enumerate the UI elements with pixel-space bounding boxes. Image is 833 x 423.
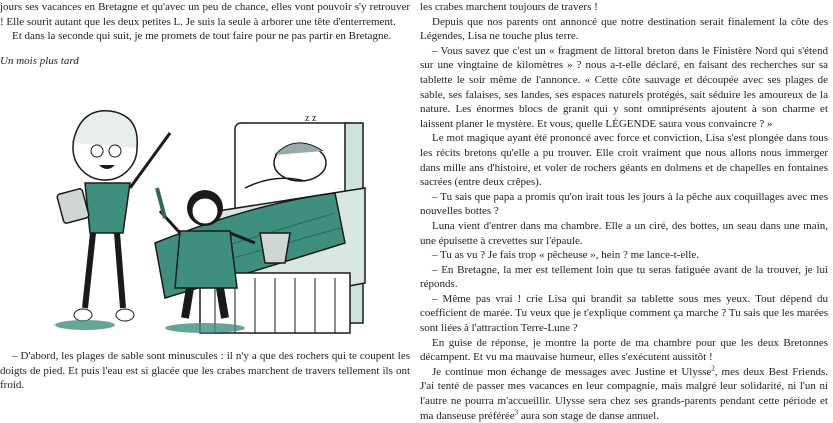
right-paragraph-9: – Même pas vrai ! crie Lisa qui brandit sa tablette sous mes yeux. Tout dépend du coefficient de marée. Tu veux que je t'explique comment ça marche ? Tu sais que les marées sont liées à l'attraction Terre-Lune ?	[420, 292, 828, 335]
right-column	[420, 0, 828, 423]
right-paragraph-11	[420, 365, 828, 423]
right-paragraph-2: Depuis que nos parents ont annoncé que notre destination serait finalement la côte des Légendes, Lisa ne touche plus terre.	[420, 15, 828, 43]
right-paragraph-10: En guise de réponse, je montre la porte de ma chambre pour que les deux Bretonnes décampent. Et vu ma mauvaise humeur, elles s'exécutent aussitôt !	[420, 336, 828, 364]
right-paragraph-6: Luna vient d'entrer dans ma chambre. Elle a un ciré, des bottes, un seau dans une main, une épuisette à crevettes sur l'épaule.	[420, 219, 828, 247]
illustration	[5, 93, 400, 343]
p11-part-c: aura son stage de danse annuel.	[518, 409, 659, 422]
right-paragraph-7: – Tu as vu ? Je fais trop « pêcheuse », hein ? me lance-t-elle.	[432, 249, 699, 262]
footnote-3: 3	[514, 407, 519, 416]
right-paragraph-4: Le mot magique ayant été prononcé avec force et conviction, Lisa s'est plongée dans tous les récits bretons qu'elle a pu trouver. Elle croit vraiment que nous allons nous immerger dans mille ans d'histoire, et voler de rochers géants en dolmens et de chapelles en fontaines sacrées (entre deux crêpes).	[420, 132, 828, 189]
right-paragraph-5: – Tu sais que papa a promis qu'on irait tous les jours à la pêche aux coquillages avec mes nouvelles bottes ?	[420, 190, 828, 218]
right-paragraph-8: – En Bretagne, la mer est tellement loin que tu seras fatiguée avant de la trouver, je lui réponds.	[420, 263, 828, 291]
footnote-2: 2	[711, 364, 715, 373]
svg-text:z z: z z	[305, 113, 317, 124]
left-top-paragraph: jours ses vacances en Bretagne et qu'avec un peu de chance, elles vont pouvoir s'y retrouver ! Elle sourit autant que les deux petites L. Je suis la seule à arborer une tête d'enterrement.	[0, 1, 410, 28]
p11-part-b: , mes deux Best Friends. J'ai tenté de passer mes vacances en leur compagnie, mais malgré leur solidarité, ni l'un ni l'autre ne pourra m'accueillir. Ulysse sera chez ses grands-parents pendant cette période et ma danseuse préférée	[420, 365, 828, 422]
section-heading: Un mois plus tard	[0, 54, 79, 67]
left-paragraph-2: Et dans la seconde qui suit, je me promets de tout faire pour ne pas partir en Bretagne.	[12, 30, 392, 43]
right-paragraph-1: les crabes marchent toujours de travers !	[420, 1, 598, 13]
p11-part-a: Je continue mon échange de messages avec Justine et Ulysse	[432, 365, 712, 378]
left-column	[0, 0, 410, 68]
right-paragraph-3: – Vous savez que c'est un « fragment de littoral breton dans le Finistère Nord qui s'étend sur une vingtaine de kilomètres » ? nous a-t-elle déclaré, en faisant des recherches sur sa tablette le soir même de l'annonce. « Cette côte sauvage et découpée avec ses plages de sable, ses falaises, ses landes, ses espaces naturels protégés, sait séduire les amoureux de la nature. Les énormes blocs de granit qui y sont omniprésents ajoutent à son charme et laissent planer le mystère. Et vous, quelle LÉGENDE saura vous convaincre ? »	[420, 44, 828, 130]
girl-with-tablet-illustration	[55, 111, 170, 330]
left-paragraph-after-illustration: – D'abord, les plages de sable sont minuscules : il n'y a que des rochers qui te coupent les doigts de pied. Et puis l'eau est si glacée que les crabes marchent de travers tellement ils ont froid.	[0, 350, 410, 392]
left-bottom-paragraph-block	[0, 349, 410, 393]
